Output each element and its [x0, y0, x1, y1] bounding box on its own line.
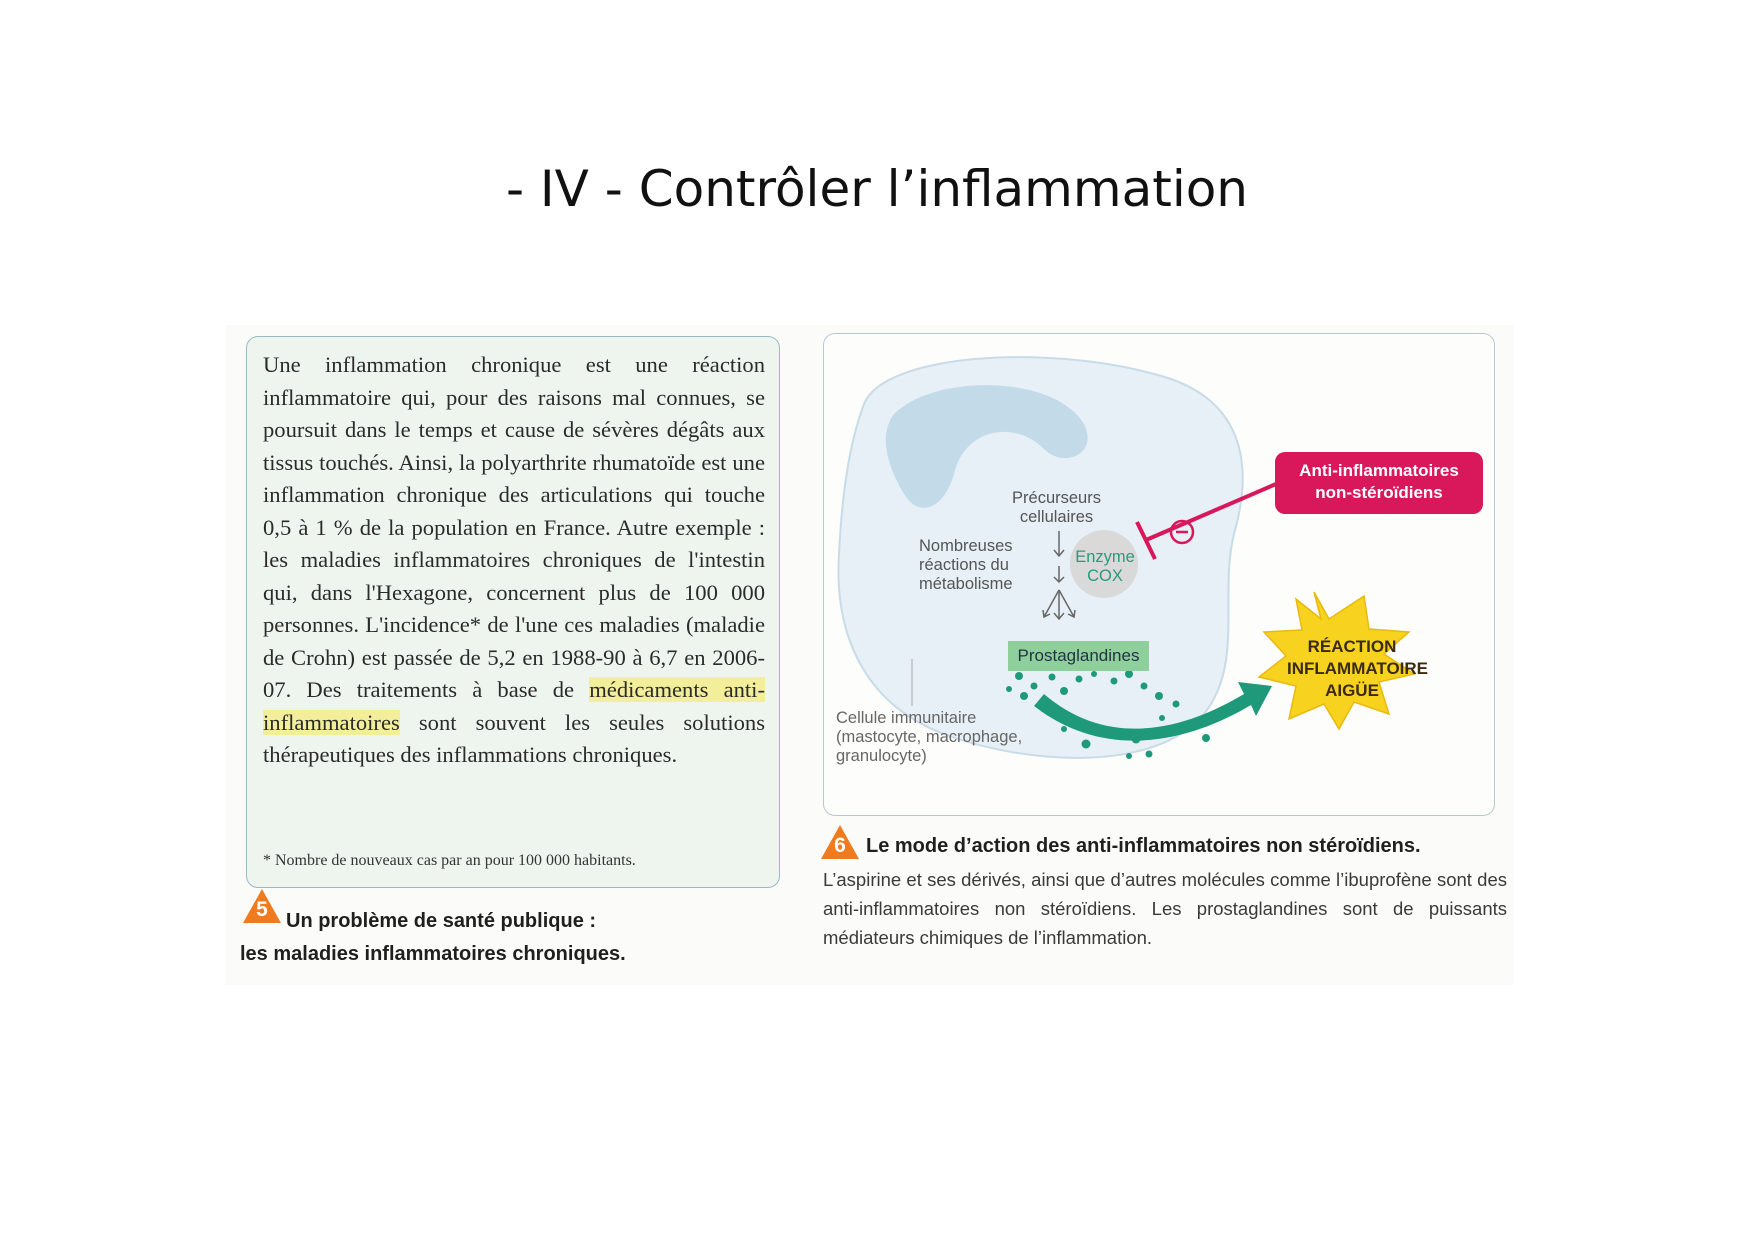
- immune-cell-label-line3: granulocyte): [836, 747, 927, 765]
- doc6-caption-text: L’aspirine et ses dérivés, ainsi que d’autres molécules comme l’ibuprofène sont des anti-inflammatoires non stéroïdiens. Les prostaglandines sont de puissants médiateurs chimiques de l’inflammation.: [823, 869, 1507, 948]
- doc5-badge-number: 5: [256, 898, 268, 921]
- metabolism-label-line2: réactions du: [919, 556, 1009, 574]
- scanned-textbook-page: [226, 325, 1514, 985]
- enzyme-cox-label: [1070, 548, 1140, 586]
- reaction-label-line3: AIGÜE: [1325, 681, 1379, 700]
- doc5-text-part1: Une inflammation chronique est une réaction inflammatoire qui, pour des raisons mal connues, se poursuit dans le temps et cause de sévères dégâts aux tissus touchés. Ainsi, la polyarthrite rhumatoïde est une inflammation chronique des articulations qui touche 0,5 à 1 % de la population en France. Autre exemple : les maladies inflammatoires chroniques de l'intestin qui, dans l'Hexagone, concernent plus de 100 000 personnes. L'incidence* de l'une ces maladies (maladie de Crohn) est passée de 5,2 en 1988-90 à 6,7 en 2006-07. Des traitements à base de: [263, 352, 765, 702]
- doc5-text-panel: [246, 336, 780, 888]
- reaction-label-line2: INFLAMMATOIRE: [1287, 659, 1429, 678]
- nsaid-label-line1: Anti-inflammatoires: [1299, 461, 1459, 480]
- acute-reaction-label: [1287, 636, 1429, 702]
- doc5-highlighted-term: médicaments anti-inflammatoires: [263, 677, 765, 735]
- doc5-footnote: * Nombre de nouveaux cas par an pour 100 000 habitants.: [263, 852, 636, 869]
- precursors-label: [1004, 489, 1109, 527]
- immune-cell-label-line1: Cellule immunitaire: [836, 709, 977, 727]
- precursors-label-line2: cellulaires: [1019, 508, 1094, 526]
- reaction-label-line1: RÉACTION: [1307, 637, 1397, 656]
- doc5-caption-line1: Un problème de santé publique :: [286, 910, 597, 932]
- immune-cell-label: [836, 709, 1066, 766]
- prostaglandins-label-box: Prostaglandines: [1008, 641, 1149, 671]
- nsaid-label-box: [1275, 452, 1483, 514]
- doc5-caption: [240, 905, 626, 971]
- enzyme-label-line2: COX: [1087, 567, 1123, 585]
- metabolism-label-line3: métabolisme: [919, 575, 1013, 593]
- precursors-label-line1: Précurseurs: [1012, 489, 1101, 507]
- doc5-text-part2: sont souvent les seules solutions thérapeutiques des inflammations chroniques.: [263, 709, 765, 767]
- slide-title: - IV - Contrôler l’inflammation: [506, 160, 1248, 218]
- doc5-caption-line2: les maladies inflammatoires chroniques.: [240, 943, 626, 965]
- nsaid-label-line2: non-stéroïdiens: [1315, 483, 1443, 502]
- doc6-figure-panel: [823, 333, 1495, 816]
- doc6-badge-number: 6: [834, 834, 846, 857]
- metabolism-label-line1: Nombreuses: [919, 537, 1013, 555]
- doc6-caption-title: Le mode d’action des anti-inflammatoires non stéroïdiens.: [866, 835, 1421, 857]
- immune-cell-label-line2: (mastocyte, macrophage,: [836, 728, 1023, 746]
- enzyme-label-line1: Enzyme: [1075, 548, 1135, 566]
- doc5-body-text: [263, 349, 765, 772]
- metabolism-label: [919, 537, 1024, 594]
